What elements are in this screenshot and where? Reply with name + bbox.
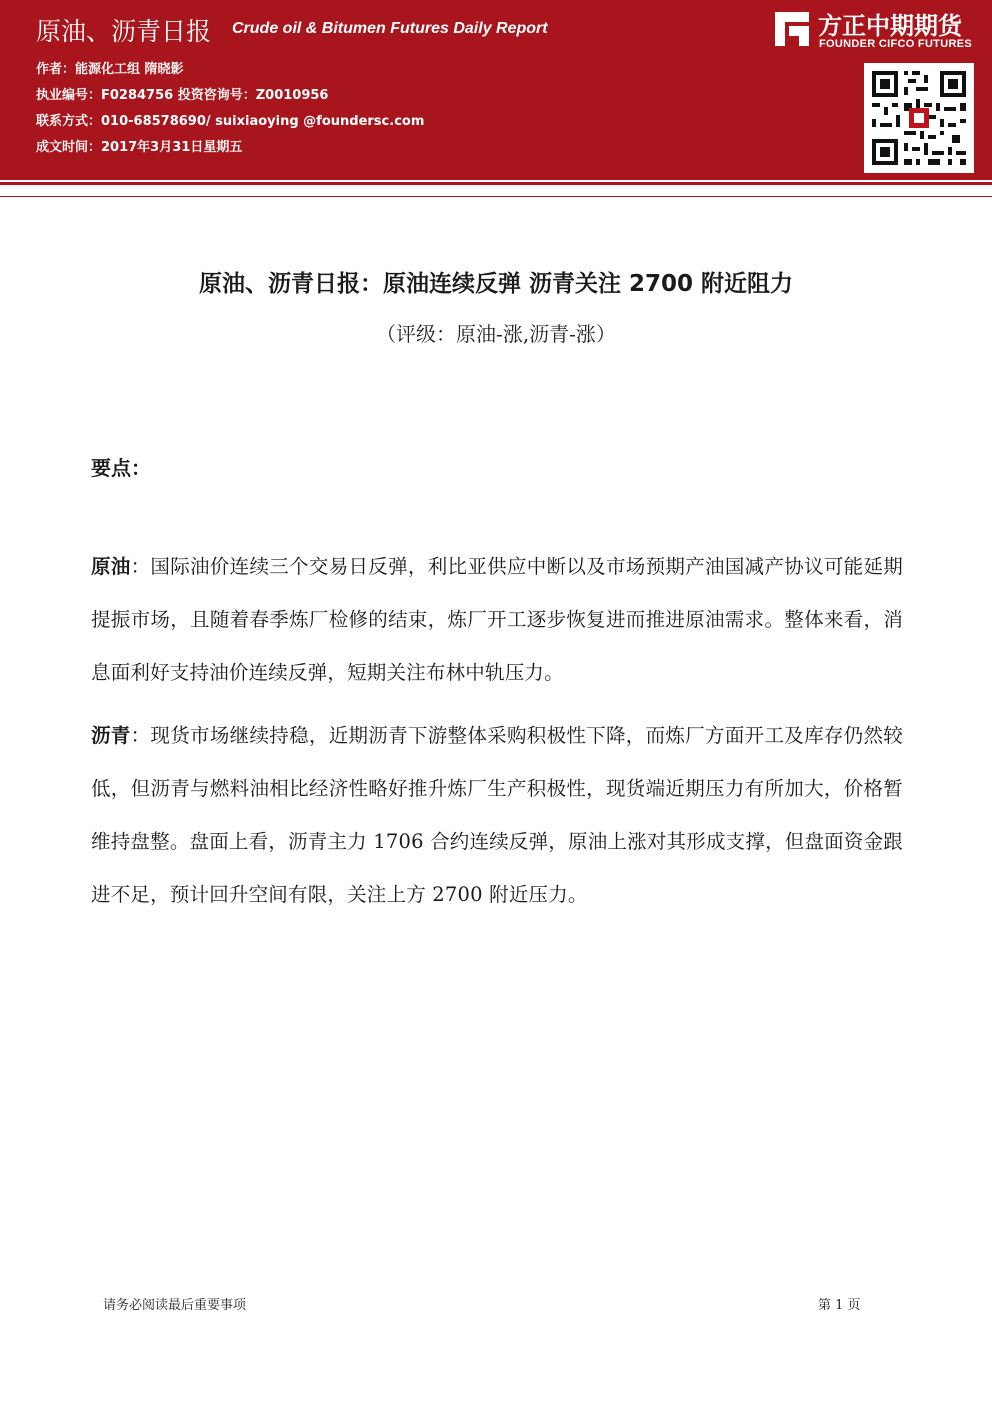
date-line: 成文时间：2017年3月31日星期五: [36, 140, 243, 155]
founder-logo-icon: [773, 10, 811, 48]
key-points-heading: 要点：: [91, 456, 151, 480]
report-header: [0, 0, 992, 180]
crude-paragraph: [91, 540, 903, 699]
crude-lead: 原油: [91, 555, 131, 578]
document-title: 原油、沥青日报：原油连续反弹 沥青关注 2700 附近阻力: [198, 271, 794, 297]
crude-text: ：国际油价连续三个交易日反弹，利比亚供应中断以及市场预期产油国减产协议可能延期提振市场，且随着春季炼厂检修的结束，炼厂开工逐步恢复进而推进原油需求。整体来看，消息面利好支持油价连续反弹，短期关注布林中轨压力。: [91, 555, 903, 684]
page-number: 第 1 页: [818, 1298, 861, 1313]
footer-notice: 请务必阅读最后重要事项: [103, 1298, 247, 1313]
header-title-cn: 原油、沥青日报: [36, 17, 212, 46]
rating-line: （评级：原油-涨,沥青-涨）: [376, 322, 616, 346]
qr-code-icon: [864, 63, 974, 173]
bitumen-paragraph: [91, 709, 903, 921]
bitumen-lead: 沥青: [91, 724, 131, 747]
brand-name-cn: 方正中期期货: [818, 12, 962, 40]
header-divider: [0, 182, 992, 185]
header-divider-thin: [0, 196, 992, 197]
author-line: 作者：能源化工组 隋晓影: [36, 62, 184, 77]
bitumen-text: ：现货市场继续持稳，近期沥青下游整体采购积极性下降，而炼厂方面开工及库存仍然较低，但沥青与燃料油相比经济性略好推升炼厂生产积极性，现货端近期压力有所加大，价格暂维持盘整。盘面上看，沥青主力 1706 合约连续反弹，原油上涨对其形成支撑，但盘面资金跟进不足，预计回升空间有限，关注上方 2700 附近压力。: [91, 724, 903, 906]
brand-name-en: FOUNDER CIFCO FUTURES: [819, 38, 972, 50]
contact-line: 联系方式：010-68578690/ suixiaoying @foundersc.com: [36, 114, 425, 129]
license-line: 执业编号：F0284756 投资咨询号：Z0010956: [36, 88, 329, 103]
header-title-en: Crude oil & Bitumen Futures Daily Report: [232, 20, 548, 37]
